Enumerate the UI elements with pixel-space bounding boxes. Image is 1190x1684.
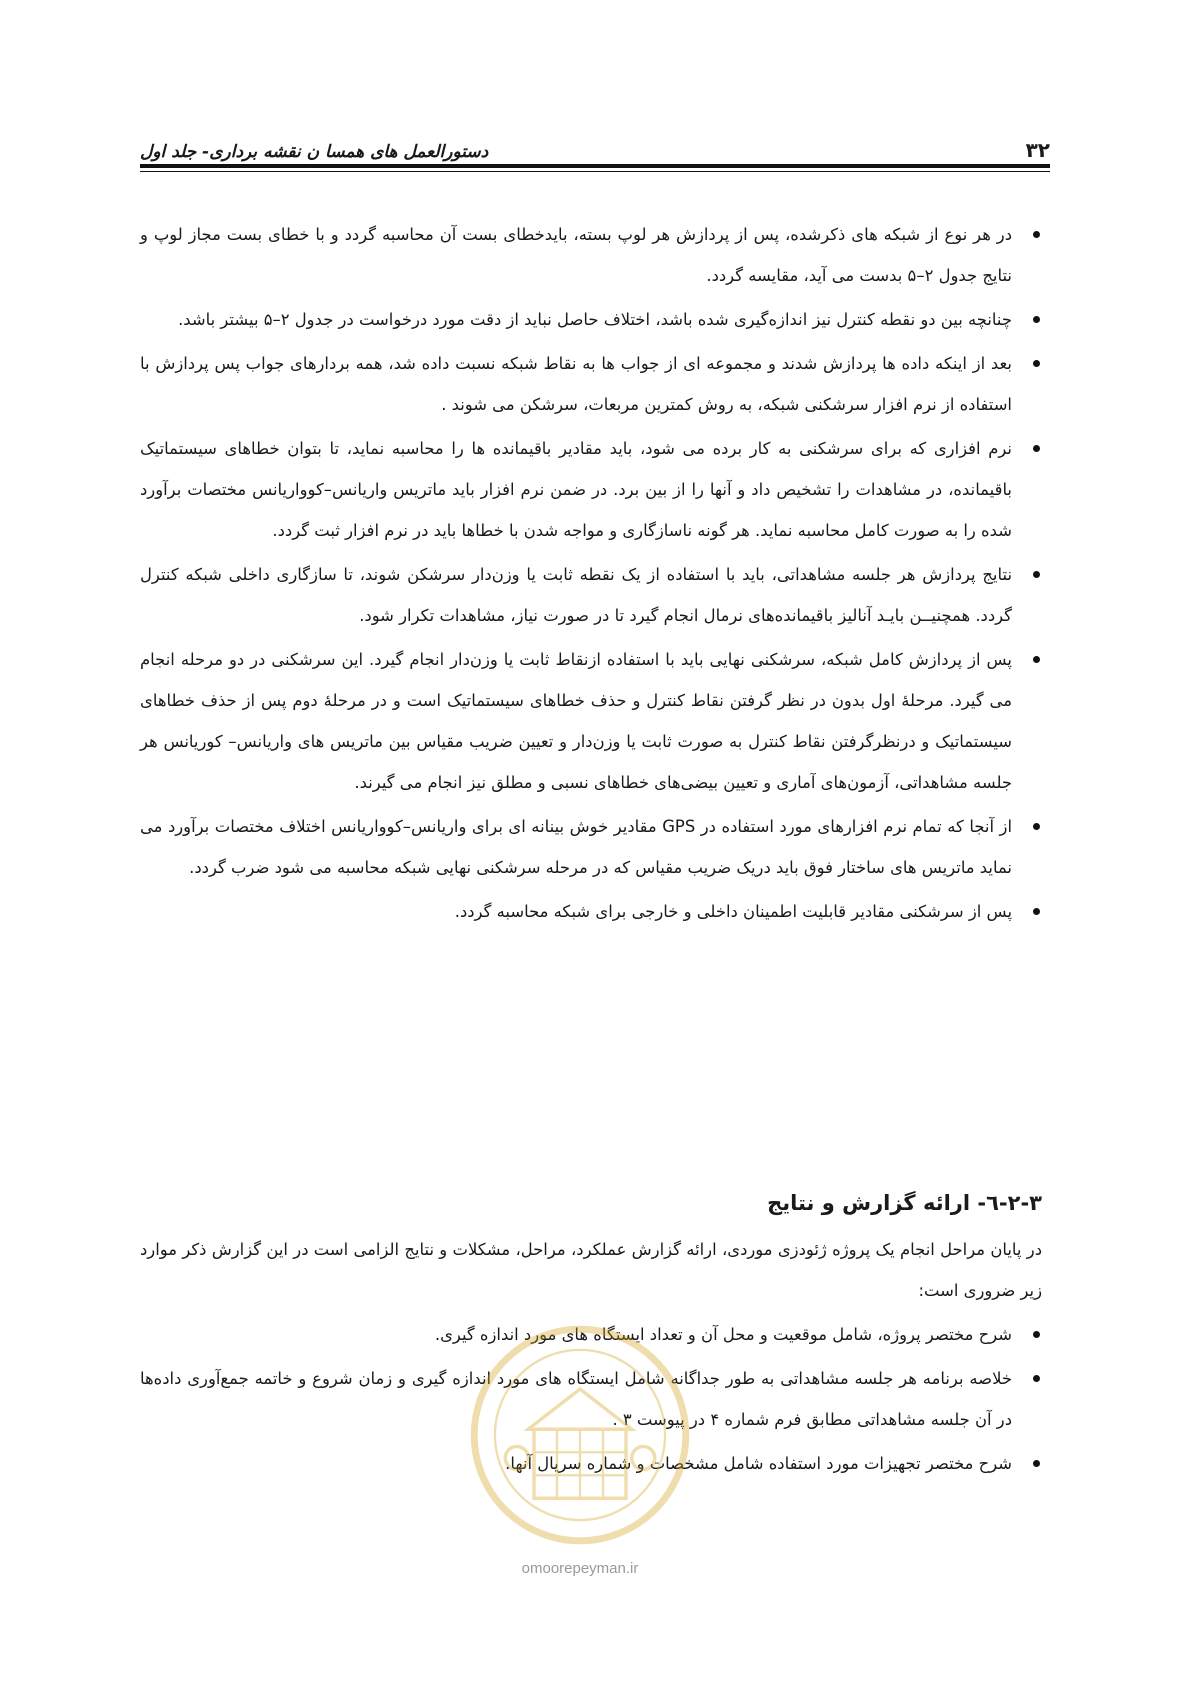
bullet-icon — [1033, 908, 1040, 915]
list-item — [140, 554, 1042, 636]
page-number: ۳۲ — [1025, 138, 1050, 162]
list-item-text: نرم افزاری که برای سرشکنی به کار برده می شود، باید مقادیر باقیمانده ها را محاسبه نماید، تا بتوان خطاهای سیستماتیک باقیمانده، در مشاهدات را تشخیص داد و آنها را از بین برد. در ضمن نرم افزار باید ماتریس واریانس–کوواریانس مختصات برآورد شده را به صورت کامل محاسبه نماید. هر گونه ناسازگاری و مواجه شدن با خطاها باید در نرم افزار ثبت گردد. — [140, 439, 1012, 540]
list-item-text: شرح مختصر تجهیزات مورد استفاده شامل مشخصات و شماره سریال آنها. — [505, 1454, 1012, 1473]
bullet-icon — [1033, 231, 1040, 238]
header-rule-thin — [140, 171, 1050, 172]
bullet-icon — [1033, 1460, 1040, 1467]
bullet-icon — [1033, 1375, 1040, 1382]
bullet-icon — [1033, 823, 1040, 830]
header-rule — [140, 164, 1050, 168]
list-item — [140, 639, 1042, 803]
list-item-text: پس از سرشکنی مقادیر قابلیت اطمینان داخلی و خارجی برای شبکه محاسبه گردد. — [454, 902, 1012, 921]
watermark-logo-icon — [465, 1320, 695, 1550]
bullet-icon — [1033, 445, 1040, 452]
list-item-text: نتایج پردازش هر جلسه مشاهداتی، باید با استفاده از یک نقطه ثابت یا وزن‌دار سرشکن شوند، تا سازگاری داخلی شبکه کنترل گردد. همچنیــن بایـد آنالیز باقیمانده‌های نرمال انجام گیرد تا در صورت نیاز، مشاهدات تکرار شود. — [140, 565, 1012, 625]
page-header — [140, 128, 1050, 162]
header-title: دستورالعمل های همسا ن نقشه برداری- جلد اول — [140, 142, 489, 162]
list-item — [140, 343, 1042, 425]
list-item-text: بعد از اینکه داده ها پردازش شدند و مجموعه ای از جواب ها به نقاط شبکه نسبت داده شد، همه بردارهای جواب پس پردازش با استفاده از نرم افزار سرشکنی شبکه، به روش کمترین مربعات، سرشکن می شوند . — [140, 354, 1012, 414]
bullet-icon — [1033, 571, 1040, 578]
list-item-text: پس از پردازش کامل شبکه، سرشکنی نهایی باید با استفاده ازنقاط ثابت یا وزن‌دار انجام گیرد. این سرشکنی در دو مرحله انجام می گیرد. مرحلهٔ اول بدون در نظر گرفتن نقاط کنترل و حذف خطاهای سیستماتیک است و در مرحلهٔ دوم پس از حذف خطاهای سیستماتیک و درنظرگرفتن نقاط کنترل به صورت ثابت یا وزن‌دار و تعیین ضریب مقیاس بین ماتریس های واریانس– کوریانس هر جلسه مشاهداتی، آزمون‌های آماری و تعیین بیضی‌های خطاهای نسبی و مطلق نیز انجام می گیرند. — [140, 650, 1012, 792]
list-item — [140, 299, 1042, 340]
bullet-icon — [1033, 1331, 1040, 1338]
list-item-text: چنانچه بین دو نقطه کنترل نیز اندازه‌گیری شده باشد، اختلاف حاصل نباید از دقت مورد درخواست در جدول ۲–۵ بیشتر باشد. — [178, 310, 1012, 329]
list-item — [140, 891, 1042, 932]
bullet-list — [140, 214, 1042, 932]
list-item — [140, 428, 1042, 551]
watermark-url: omoorepeyman.ir — [521, 1560, 639, 1577]
main-content — [140, 214, 1042, 935]
list-item — [140, 806, 1042, 888]
list-item-text: از آنجا که تمام نرم افزارهای مورد استفاده در GPS مقادیر خوش بینانه ای برای واریانس–کوواریانس اختلاف مختصات برآورد می نماید ماتریس های ساختار فوق باید دریک ضریب مقیاس که در مرحله سرشکنی نهایی شبکه محاسبه می شود ضرب گردد. — [140, 817, 1012, 877]
section-intro: در پایان مراحل انجام یک پروژه ژئودزی موردی، ارائه گزارش عملکرد، مراحل، مشکلات و نتایج الزامی است در این گزارش ذکر موارد زیر ضروری است: — [140, 1240, 1042, 1300]
bullet-icon — [1033, 316, 1040, 323]
list-item — [140, 214, 1042, 296]
bullet-icon — [1033, 656, 1040, 663]
section-heading: ۲-۳-٦- ارائه گزارش و نتایج — [767, 1191, 1042, 1215]
list-item-text: شرح مختصر پروژه، شامل موقعیت و محل آن و تعداد ایستگاه های مورد اندازه گیری. — [434, 1325, 1012, 1344]
list-item-text: خلاصه برنامه هر جلسه مشاهداتی به طور جداگانه شامل ایستگاه های مورد اندازه گیری و زمان شروع و خاتمه جمع‌آوری داده‌ها در آن جلسه مشاهداتی مطابق فرم شماره ۴ در پیوست ۳ . — [140, 1369, 1012, 1429]
list-item-text: در هر نوع از شبکه های ذکرشده، پس از پردازش هر لوپ بسته، بایدخطای بست آن محاسبه گردد و با خطای بست مجاز لوپ و نتایج جدول ۲–۵ بدست می آید، مقایسه گردد. — [140, 225, 1012, 285]
bullet-icon — [1033, 360, 1040, 367]
